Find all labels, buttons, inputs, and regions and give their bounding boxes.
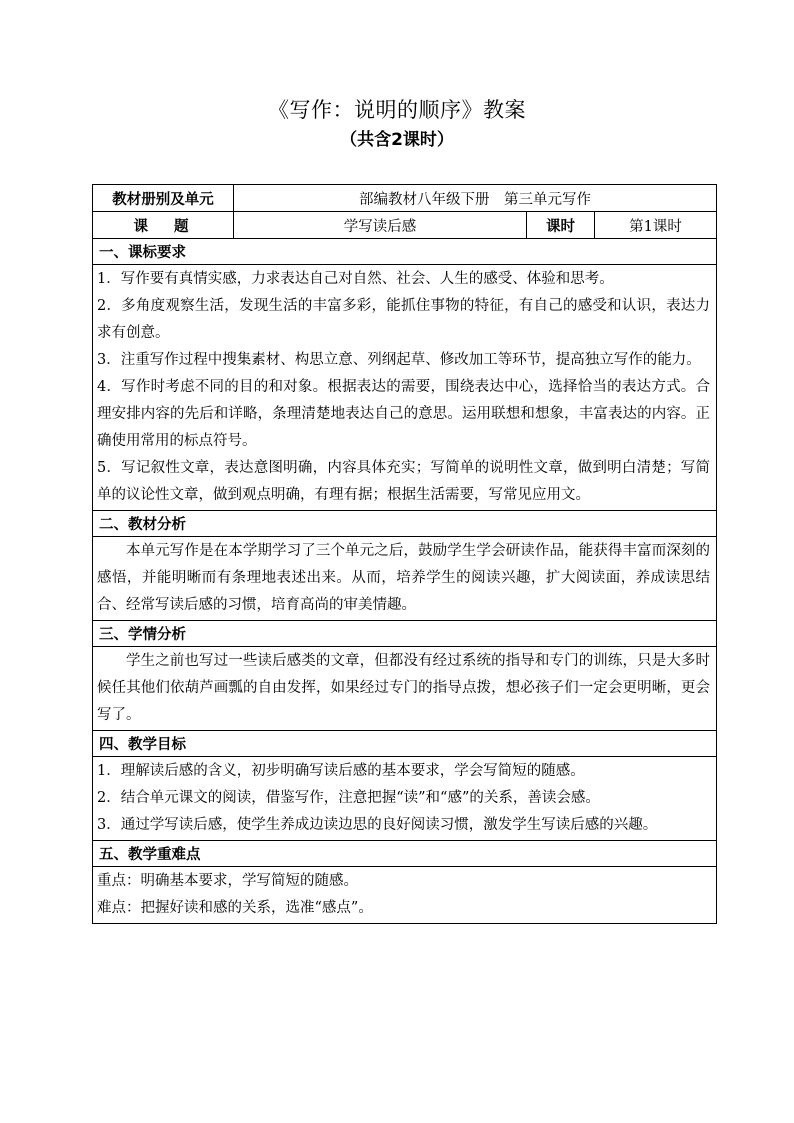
student-analysis-content (93, 647, 717, 731)
standards-item: 1．写作要有真情实感，力求表达自己对自然、社会、人生的感受、体验和思考。 (97, 271, 614, 287)
section-heading-row (93, 731, 717, 757)
difficulty-text: 难点：把握好读和感的关系，选准“感点”。 (97, 900, 373, 916)
material-row (93, 185, 717, 212)
standards-item: 3．注重写作过程中搜集素材、构思立意、列纲起草、修改加工等环节，提高独立写作的能力。 (97, 352, 701, 368)
material-value: 部编教材八年级下册 第三单元写作 (234, 185, 717, 212)
material-analysis-heading: 二、教材分析 (93, 511, 717, 537)
lesson-plan-table (92, 184, 717, 924)
material-analysis-row (93, 537, 717, 621)
topic-row (93, 212, 717, 239)
student-analysis-row (93, 647, 717, 731)
standards-content (93, 265, 717, 511)
section-heading-row (93, 511, 717, 537)
standards-item: 4．写作时考虑不同的目的和对象。根据表达的需要，围绕表达中心，选择恰当的表达方式。合理安排内容的先后和详略，条理清楚地表达自己的意思。运用联想和想象，丰富表达的内容。正确使用常用的标点符号。 (97, 379, 711, 449)
standards-heading: 一、课标要求 (93, 239, 717, 265)
period-value: 第1课时 (595, 212, 717, 239)
student-analysis-text: 学生之前也写过一些读后感类的文章，但都没有经过系统的指导和专门的训练，只是大多时候任其他们依葫芦画瓢的自由发挥，如果经过专门的指导点拨，想必孩子们一定会更明晰，更会写了。 (97, 653, 711, 723)
period-label: 课时 (527, 212, 595, 239)
section-heading-row (93, 841, 717, 867)
objective-item: 1．理解读后感的含义，初步明确写读后感的基本要求，学会写简短的随感。 (97, 763, 585, 779)
section-heading-row (93, 239, 717, 265)
standards-item: 5．写记叙性文章，表达意图明确，内容具体充实；写简单的说明性文章，做到明白清楚；写简单的议论性文章，做到观点明确，有理有据；根据生活需要，写常见应用文。 (97, 460, 711, 503)
key-points-heading: 五、教学重难点 (93, 841, 717, 867)
key-points-content (93, 867, 717, 924)
standards-item: 2．多角度观察生活，发现生活的丰富多彩，能抓住事物的特征，有自己的感受和认识，表达力求有创意。 (97, 298, 711, 341)
key-point-text: 重点：明确基本要求，学写简短的随感。 (97, 873, 358, 889)
material-analysis-content (93, 537, 717, 621)
objective-item: 2．结合单元课文的阅读，借鉴写作，注意把握“读”和“感”的关系，善读会感。 (97, 790, 600, 806)
student-analysis-heading: 三、学情分析 (93, 621, 717, 647)
objectives-heading: 四、教学目标 (93, 731, 717, 757)
objectives-row (93, 757, 717, 841)
section-heading-row (93, 621, 717, 647)
topic-value: 学写读后感 (234, 212, 527, 239)
topic-label: 课题 (93, 212, 234, 239)
standards-content-row (93, 265, 717, 511)
objective-item: 3．通过学写读后感，使学生养成边读边思的良好阅读习惯，激发学生写读后感的兴趣。 (97, 817, 658, 833)
document-title: 《写作：说明的顺序》教案 (268, 98, 526, 122)
key-points-row (93, 867, 717, 924)
material-analysis-text: 本单元写作是在本学期学习了三个单元之后，鼓励学生学会研读作品，能获得丰富而深刻的感悟，并能明晰而有条理地表述出来。从而，培养学生的阅读兴趣，扩大阅读面，养成读思结合、经常写读后感的习惯，培育高尚的审美情趣。 (97, 543, 711, 613)
material-label: 教材册别及单元 (93, 185, 234, 212)
objectives-content (93, 757, 717, 841)
document-subtitle: （共含2课时） (340, 130, 454, 150)
